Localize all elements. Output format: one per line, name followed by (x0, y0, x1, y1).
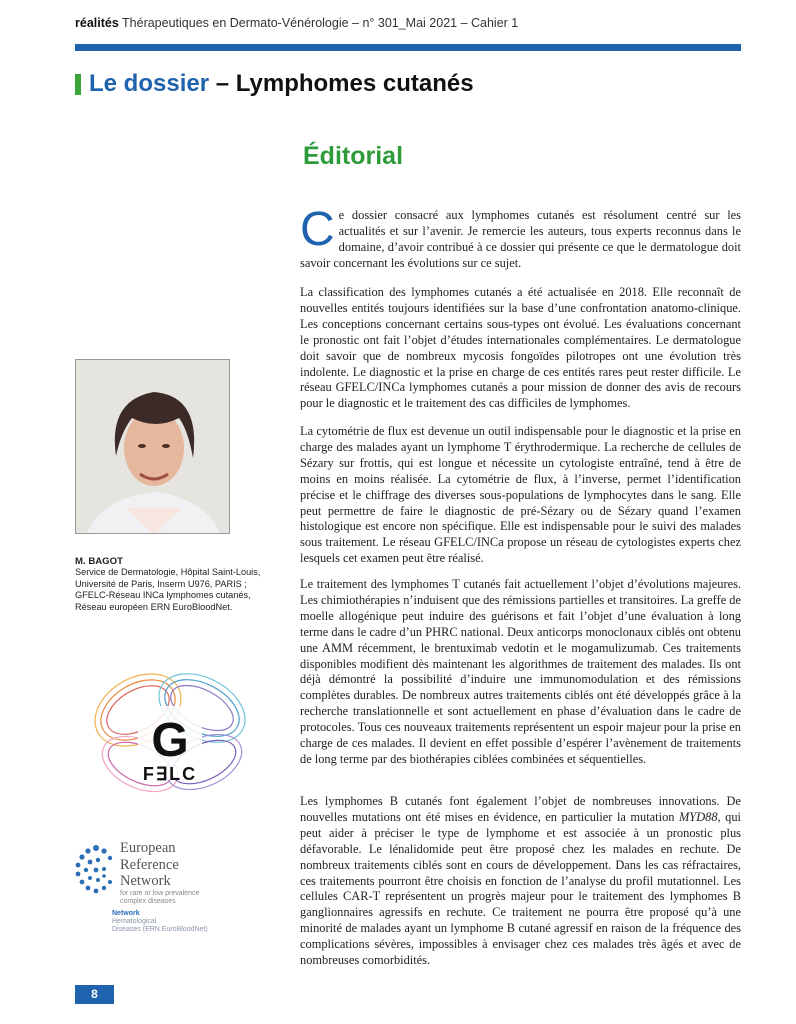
author-name: M. BAGOT (75, 556, 123, 567)
gfelc-g-letter: G (151, 714, 189, 767)
journal-brand: réalités (75, 16, 119, 30)
gfelc-logo (80, 664, 260, 804)
ern-network-line-2: Hematological (112, 918, 157, 925)
ern-subtitle-line-1: for rare or low prevalence (120, 890, 200, 897)
ern-subtitle-line-2: complex diseases (120, 898, 176, 905)
ern-subtitle (120, 890, 199, 906)
paragraph-intro (300, 203, 741, 272)
header-rule (75, 44, 741, 51)
paragraph-4 (300, 577, 741, 768)
ern-network-line-1: Network (112, 910, 140, 917)
journal-issue: Thérapeutiques en Dermato-Vénérologie – n° 301_Mai 2021 – Cahier 1 (122, 16, 519, 30)
author-affiliation-2: Université de Paris, Inserm U976, PARIS ; (75, 578, 247, 589)
paragraph-3: La cytométrie de flux est devenue un outil indispensable pour le diagnostic et la prise en charge des malades ayant un lymphome T érythrodermique. La recherche de cellules de Sézary sur frottis, qui est longue et nécessite un cytologiste entraîné, tend à être de moins en moins réalisée. La cytométrie de flux, à l’inverse, permet l’identification précise et le chiffrage des diverses sous-populations de lymphocytes dans le sang. Elle peut permettre de faire le diagnostic de pré-Sézary ou de Sézary quand l’examen histologique est encore non spécifique. Elle est indispensable pour le suivi des malades sous traitement. Le réseau GFELC/INCa propose un réseau de cytologistes experts chez lesquels cet examen peut être réalisé. (300, 424, 741, 566)
running-header (75, 16, 518, 30)
ern-title-line-1: European (120, 840, 176, 856)
ern-network-line-3: Diseases (ERN EuroBloodNet) (112, 926, 208, 933)
ern-title (120, 840, 179, 890)
gene-name: MYD88 (678, 809, 718, 824)
paragraph-5 (300, 794, 741, 969)
dossier-heading (75, 70, 474, 98)
author-caption (75, 556, 285, 613)
dossier-label: Le dossier (89, 70, 210, 97)
page-number: 8 (75, 985, 114, 1004)
author-affiliation-3: GFELC-Réseau INCa lymphomes cutanés, (75, 590, 251, 601)
dossier-marker (75, 74, 81, 95)
ern-title-line-3: Network (120, 873, 171, 889)
ern-dots-icon (72, 842, 116, 902)
author-affiliation-4: Réseau européen ERN EuroBloodNet. (75, 601, 233, 612)
ern-logo (72, 832, 272, 942)
author-affiliation-1: Service de Dermatologie, Hôpital Saint-Louis, (75, 567, 261, 578)
paragraph-4-text: Le traitement des lymphomes T cutanés fait actuellement l’objet d’évolutions majeures. Les chimiothérapies n’induisent que des rémissions partielles et transitoires. La greffe de moelle allogénique peut induire des guérisons et fait l’objet d’une évaluation à long terme dans le cadre d’un PHRC national. Deux anticorps monoclonaux ciblés ont obtenu une AMM récemment, le brentuximab vedotin et le mogamulizumab. Ces traitements disponibles modifient dès maintenant les algorithmes de traitement des malades. Ils ont déjà démontré la possibilité d’induire une immunomodulation et des rémissions complètes durables. De nombreux autres traitements ciblés ont été développés grâce à la recherche translationnelle et sont actuellement en phase d’évaluation dans le cadre de protocoles. Tous ces nouveaux traitements représentent un espoir majeur pour la prise en charge de ces malades. Il devient en effet possible d’espérer l’avènement de traitements de long terme par des biothérapies ciblées combinées et séquentielles. (300, 577, 741, 766)
paragraph-2: La classification des lymphomes cutanés a été actualisée en 2018. Elle reconnaît de nouvelles entités toujours identifiées sur la base d’une confrontation anatomo-clinique. Les conceptions concernant certains sous-types ont évolué. Les évaluations concernant le pronostic ont fait l’objet d’études internationales complémentaires. Le dermatologue doit savoir que de nombreux mycosis fongoïdes pilotropes ont une évolution très indolente. Le diagnostic et la prise en charge de ces entités rares peut rester difficile. Le réseau GFELC/INCa lymphomes cutanés a pour mission de donner des avis de recours pour le diagnostic et le traitement des cas difficiles de lymphomes. (300, 285, 741, 411)
ern-title-line-2: Reference (120, 856, 179, 873)
section-title: Éditorial (303, 142, 404, 170)
ern-network-label (112, 910, 208, 934)
paragraph-5-start: Les lymphomes B cutanés font également l’objet de nombreuses innovations. De nouvelles mutations ont été mises en évidence, en particulier la mutation (300, 794, 741, 824)
paragraph-5-end: , qui peut aider à préciser le type de lymphome et est associée à un pronostic plus défavorable. Le lénalidomide peut être proposé chez les malades en rechute. De nombreux traitements ciblés sont en cours de développement. Dans les cas réfractaires, ces traitements pourront être choisis en fonction de l’analyse du profil mutationnel. Les cellules CAR-T représentent un progrès majeur pour le traitement des lymphomes B ganglionnaires agressifs en rechute. Ce traitement ne pourra être proposé qu’à une minorité de malades ayant un lymphome B cutané agressif en raison de la fréquence des complications sévères, impossibles à envisager chez ces malades très âgés et avec de nombreuses comorbidités. (300, 809, 741, 968)
author-photo (75, 359, 230, 534)
drop-cap: C (300, 203, 335, 256)
gfelc-wordmark: F∃LC (142, 764, 198, 784)
dossier-title: – Lymphomes cutanés (215, 70, 474, 97)
paragraph-1: e dossier consacré aux lymphomes cutanés est résolument centré sur les actualités et sur l’avenir. Je remercie les auteurs, tous experts reconnus dans le domaine, d’avoir contribué à ce dossier qui présente ce que le dermatologue doit savoir concernant les évolutions sur ce sujet. (300, 208, 741, 270)
